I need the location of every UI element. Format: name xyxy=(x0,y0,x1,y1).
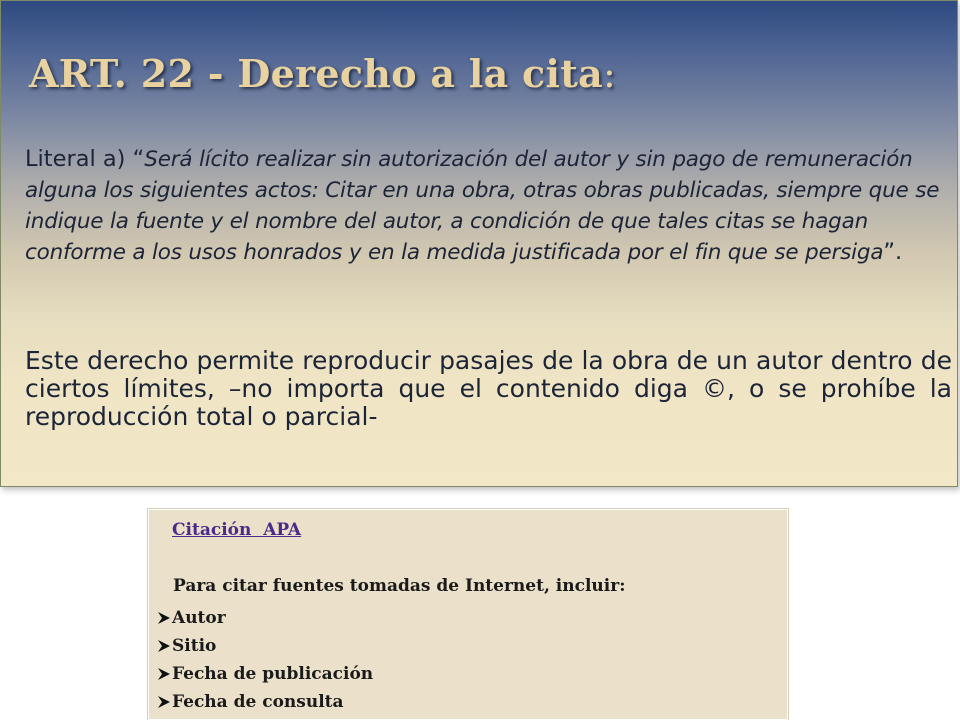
slide-title-colon: : xyxy=(603,52,617,96)
arrow-bullet-icon xyxy=(157,638,171,654)
explanation-paragraph: Este derecho permite reproducir pasajes de la obra de un autor dentro de ciertos límites, –no importa que el contenido diga ©, o se prohíbe la reproducción total o parcial- xyxy=(25,346,952,431)
list-item xyxy=(157,604,373,632)
apa-requirements-list xyxy=(157,604,373,716)
apa-citation-box xyxy=(148,509,788,720)
list-item-label: Fecha de consulta xyxy=(172,692,344,712)
list-item-label: Fecha de publicación xyxy=(172,664,374,684)
list-item-label: Autor xyxy=(172,608,226,628)
close-quote-mark: ”. xyxy=(883,239,903,265)
literal-label: Literal a) xyxy=(25,146,126,172)
slide-title xyxy=(29,51,616,96)
quote-text: Será lícito realizar sin autorización del autor y sin pago de remuneración alguna los siguientes actos: Citar en una obra, otras obras publicadas, siempre que se indique la fuente y el nombre del autor, a condición de que tales citas se hagan conforme a los usos honrados y en la medida justificada por el fin que se persiga xyxy=(25,147,940,265)
arrow-bullet-icon xyxy=(157,694,171,710)
apa-citation-link[interactable]: Citación APA xyxy=(172,520,302,540)
list-item xyxy=(157,688,373,716)
arrow-bullet-icon xyxy=(157,666,171,682)
slide-title-text: ART. 22 - Derecho a la cita xyxy=(29,51,603,96)
list-item xyxy=(157,632,373,660)
arrow-bullet-icon xyxy=(157,610,171,626)
open-quote-mark: “ xyxy=(125,146,145,172)
list-item-label: Sitio xyxy=(172,636,217,656)
list-item xyxy=(157,660,373,688)
apa-intro-text: Para citar fuentes tomadas de Internet, incluir: xyxy=(173,576,626,596)
quoted-article-text xyxy=(25,144,940,268)
